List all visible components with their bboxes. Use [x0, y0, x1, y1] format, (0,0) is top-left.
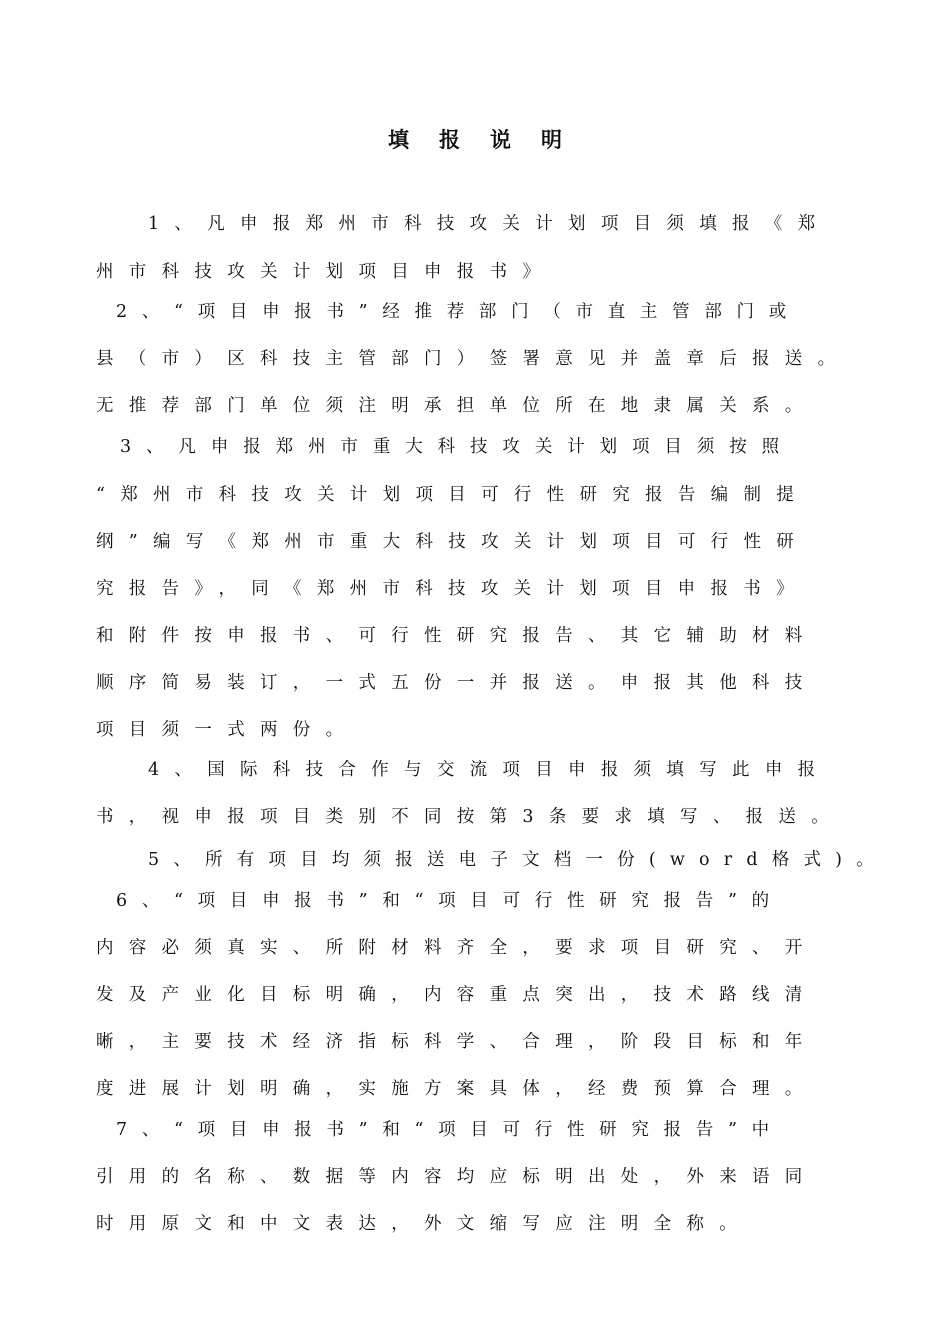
page-title: 填报说明 [388, 127, 592, 152]
instruction-line: 内容必须真实、所附材料齐全，要求项目研究、开 [96, 938, 818, 958]
instruction-line: 县（市）区科技主管部门）签署意见并盖章后报送。 [96, 349, 851, 369]
instruction-line: 晰，主要技术经济指标科学、合理，阶段目标和年 [96, 1032, 818, 1052]
instruction-line: 顺序简易装订，一式五份一并报送。申报其他科技 [96, 673, 818, 693]
instruction-line: 时用原文和中文表达，外文缩写应注明全称。 [96, 1214, 752, 1234]
instruction-line: 1、凡申报郑州市科技攻关计划项目须填报《郑 [148, 214, 831, 234]
instruction-line: 3、凡申报郑州市重大科技攻关计划项目须按照 [120, 437, 795, 457]
instruction-line: 7、“项目申报书”和“项目可行性研究报告”中 [116, 1120, 784, 1140]
instruction-line: 无推荐部门单位须注明承担单位所在地隶属关系。 [96, 396, 818, 416]
instruction-line: 发及产业化目标明确，内容重点突出，技术路线清 [96, 985, 818, 1005]
instruction-line: 度进展计划明确，实施方案具体，经费预算合理。 [96, 1079, 818, 1099]
instruction-line: 究报告》，同《郑州市科技攻关计划项目申报书》 [96, 579, 809, 599]
instruction-line: 纲”编写《郑州市重大科技攻关计划项目可行性研 [96, 532, 810, 552]
instruction-line: 和附件按申报书、可行性研究报告、其它辅助材料 [96, 626, 818, 646]
instruction-line: 书，视申报项目类别不同按第3条要求填写、报送。 [96, 807, 845, 827]
instruction-line: 项目须一式两份。 [96, 720, 359, 740]
instruction-line: 2、“项目申报书”经推荐部门（市直主管部门或 [116, 302, 801, 322]
instruction-line: “郑州市科技攻关计划项目可行性研究报告编制提 [96, 485, 810, 505]
instruction-line: 4、国际科技合作与交流项目申报须填写此申报 [148, 760, 831, 780]
instruction-line: 引用的名称、数据等内容均应标明出处，外来语同 [96, 1167, 818, 1187]
instruction-line: 6、“项目申报书”和“项目可行性研究报告”的 [116, 891, 784, 911]
instruction-line: 5、所有项目均须报送电子文档一份(word格式)。 [148, 850, 888, 870]
instruction-line: 州市科技攻关计划项目申报书》 [96, 262, 556, 282]
